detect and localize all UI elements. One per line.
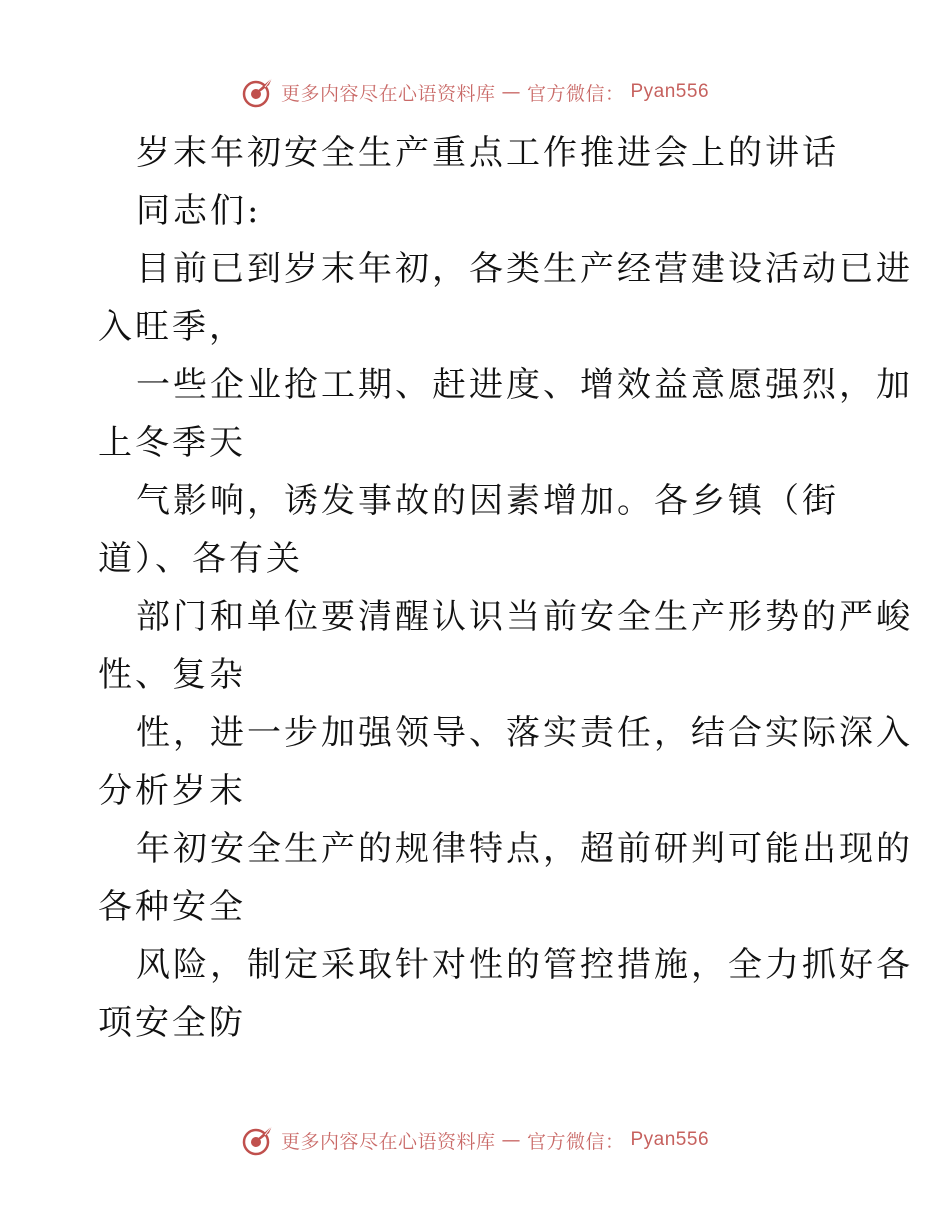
quill-pen-logo-icon [241, 75, 275, 109]
paragraph-line: 部门和单位要清醒认识当前安全生产形势的严峻 [136, 597, 913, 637]
paragraph-line: 年初安全生产的规律特点，超前研判可能出现的 [136, 829, 913, 869]
document-body [98, 124, 913, 1052]
header-watermark [0, 72, 950, 112]
watermark-separator: — [501, 1129, 521, 1151]
watermark-label: 官方微信： [526, 1130, 625, 1153]
watermark-separator: — [501, 81, 521, 103]
quill-pen-logo-icon [241, 1123, 275, 1157]
paragraph-line: 目前已到岁末年初，各类生产经营建设活动已进 [136, 249, 913, 289]
paragraph-line: 风险，制定采取针对性的管控措施，全力抓好各 [136, 945, 913, 985]
paragraph-line: 一些企业抢工期、赶进度、增效益意愿强烈，加 [136, 365, 913, 405]
paragraph-line: 道）、各有关 [98, 539, 303, 579]
watermark-account: Pyan556 [630, 81, 710, 102]
watermark-site-text: 更多内容尽在心语资料库 [280, 1130, 496, 1153]
watermark-account: Pyan556 [630, 1129, 710, 1150]
paragraph-line: 性，进一步加强领导、落实责任，结合实际深入 [136, 713, 913, 753]
paragraph-line: 同志们: [136, 191, 262, 231]
paragraph-line: 性、复杂 [98, 655, 246, 695]
paragraph-line: 上冬季天 [98, 423, 246, 463]
paragraph-line: 各种安全 [98, 887, 246, 927]
footer-watermark [0, 1120, 950, 1160]
paragraph-line: 项安全防 [98, 1003, 246, 1043]
watermark-label: 官方微信： [526, 82, 625, 105]
paragraph-line: 岁末年初安全生产重点工作推进会上的讲话 [136, 133, 839, 173]
paragraph-line: 入旺季， [98, 307, 246, 347]
watermark-site-text: 更多内容尽在心语资料库 [280, 82, 496, 105]
paragraph-line: 分析岁末 [98, 771, 246, 811]
paragraph-line: 气影响，诱发事故的因素增加。各乡镇（街 [136, 481, 839, 521]
